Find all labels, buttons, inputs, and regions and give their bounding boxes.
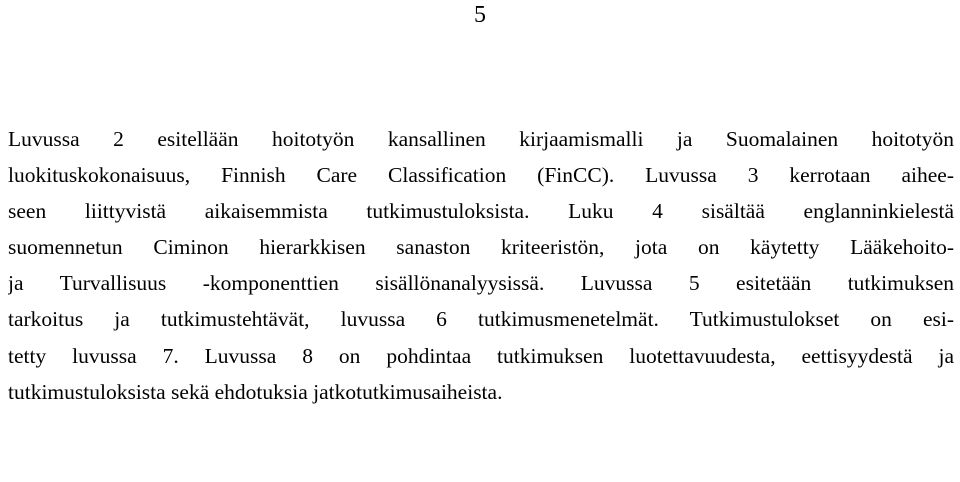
paragraph-line: ja Turvallisuus -komponenttien sisällönanalyysissä. Luvussa 5 esitetään tutkimuksen	[8, 271, 954, 296]
page-number: 5	[474, 2, 486, 28]
body-paragraph	[8, 124, 954, 413]
paragraph-line: tutkimustuloksista sekä ehdotuksia jatkotutkimusaiheista.	[8, 379, 503, 404]
paragraph-line: tetty luvussa 7. Luvussa 8 on pohdintaa tutkimuksen luotettavuudesta, eettisyydestä ja	[8, 343, 954, 368]
paragraph-line: tarkoitus ja tutkimustehtävät, luvussa 6 tutkimusmenetelmät. Tutkimustulokset on esi-	[8, 307, 954, 332]
paragraph-line: suomennetun Ciminon hierarkkisen sanaston kriteeristön, jota on käytetty Lääkehoito-	[8, 235, 954, 260]
paragraph-line: seen liittyvistä aikaisemmista tutkimustuloksista. Luku 4 sisältää englanninkielestä	[8, 199, 954, 224]
paragraph-line: luokituskokonaisuus, Finnish Care Classification (FinCC). Luvussa 3 kerrotaan aihee-	[8, 163, 954, 188]
paragraph-line: Luvussa 2 esitellään hoitotyön kansallinen kirjaamismalli ja Suomalainen hoitotyön	[8, 127, 954, 151]
